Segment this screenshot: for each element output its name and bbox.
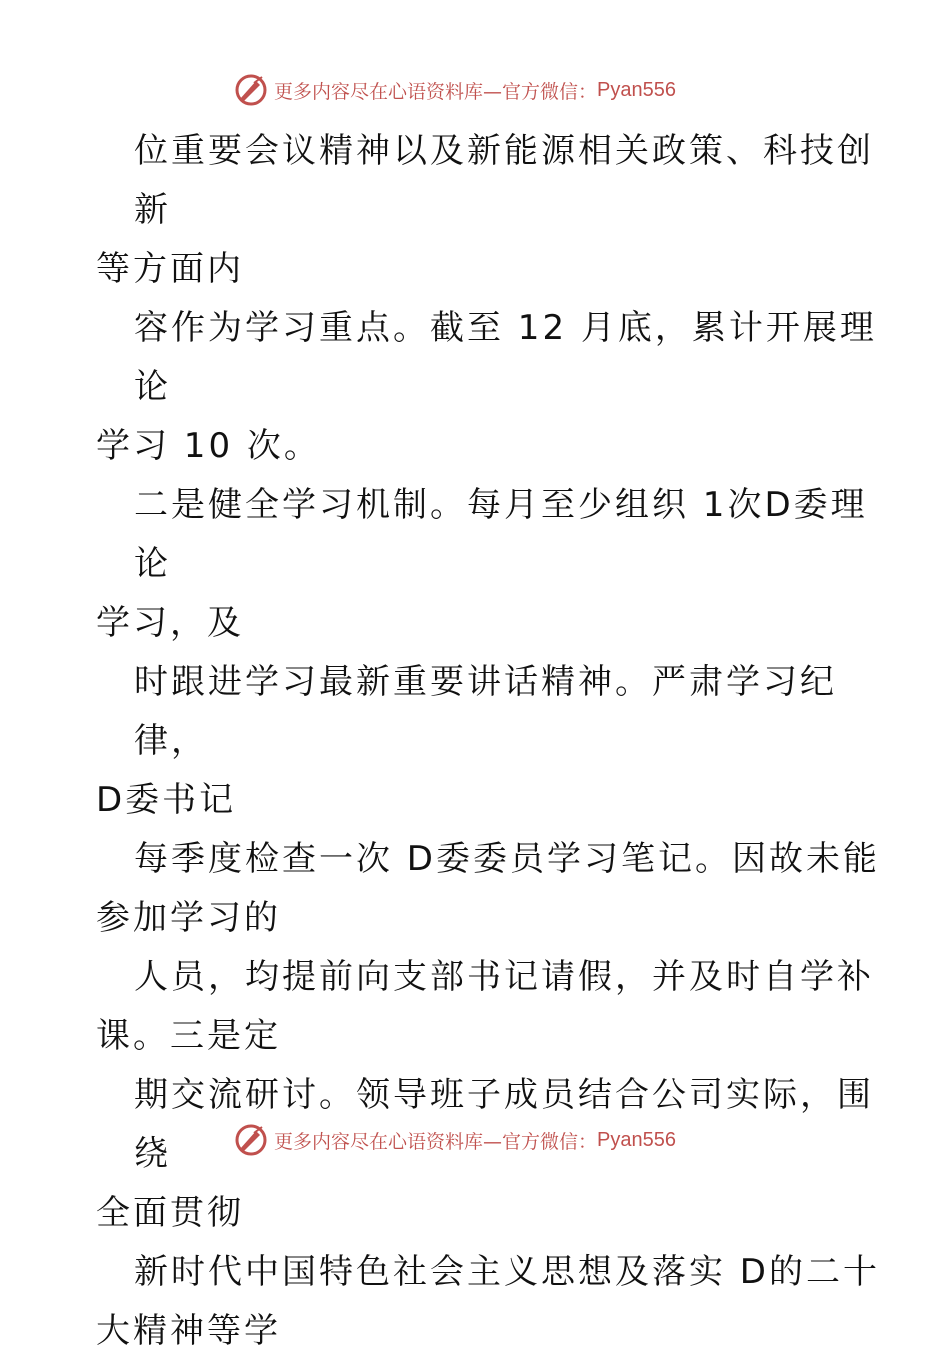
header-banner[interactable]: [234, 72, 676, 108]
paragraph: [96, 948, 886, 1066]
footer-banner-handle: Pyan556: [597, 1128, 676, 1151]
paragraph: [96, 830, 886, 948]
paragraph: [96, 653, 886, 830]
document-body: [96, 122, 886, 1361]
footer-banner-text: 更多内容尽在心语资料库—官方微信：: [274, 1130, 598, 1153]
paragraph-line: 人员，均提前向支部书记请假，并及时自学补: [134, 957, 874, 997]
paragraph-line: 全面贯彻: [96, 1193, 244, 1233]
header-banner-handle: Pyan556: [597, 78, 676, 101]
paragraph-line: 课。三是定: [96, 1016, 281, 1056]
paragraph-line: 等方面内: [96, 249, 244, 289]
paragraph-line: 位重要会议精神以及新能源相关政策、科技创新: [134, 131, 874, 230]
footer-banner[interactable]: [234, 1122, 676, 1158]
paragraph-line: 容作为学习重点。截至 12 月底，累计开展理论: [134, 308, 877, 407]
paragraph: [96, 1243, 886, 1361]
paragraph: [96, 476, 886, 653]
paragraph-line: 大精神等学: [96, 1311, 281, 1351]
paragraph-line: 期交流研讨。领导班子成员结合公司实际，围绕: [134, 1075, 874, 1174]
paragraph-line: 每季度检查一次 D委委员学习笔记。因故未能: [134, 839, 880, 879]
paragraph-line: 学习 10 次。: [96, 426, 321, 466]
paragraph-line: 二是健全学习机制。每月至少组织 1次D委理论: [134, 485, 868, 584]
paragraph-line: 时跟进学习最新重要讲话精神。严肃学习纪律，: [134, 662, 837, 761]
header-banner-text: 更多内容尽在心语资料库—官方微信：: [274, 80, 598, 103]
paragraph-line: D委书记: [96, 780, 237, 820]
paragraph-line: 学习，及: [96, 603, 244, 643]
paragraph: [96, 299, 886, 476]
quill-logo-icon: [234, 73, 268, 107]
quill-logo-icon: [234, 1123, 268, 1157]
paragraph-line: 新时代中国特色社会主义思想及落实 D的二十: [134, 1252, 880, 1292]
paragraph: [96, 122, 886, 299]
paragraph-line: 参加学习的: [96, 898, 281, 938]
